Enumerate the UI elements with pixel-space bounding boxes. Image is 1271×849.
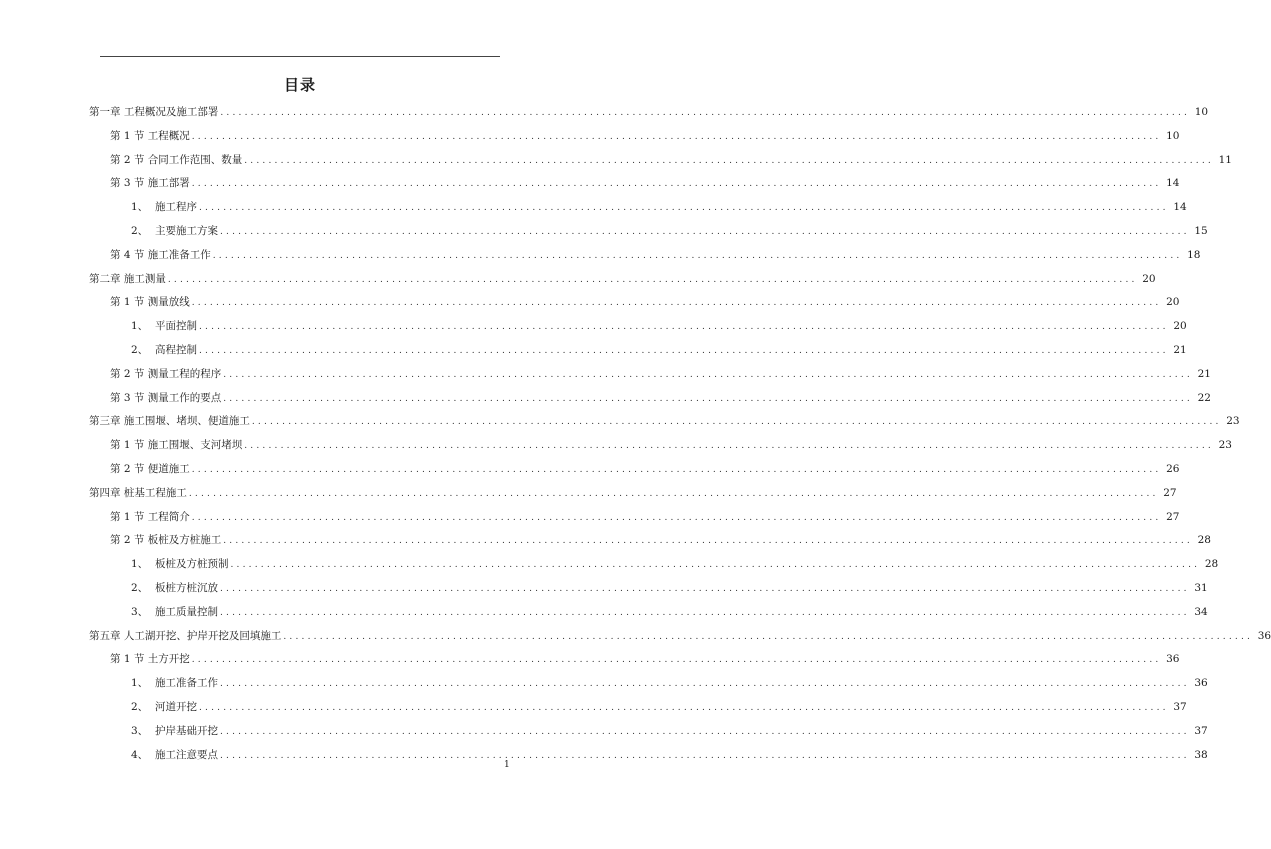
dot-leader: ................................................................................................................................................................ (199, 703, 1169, 713)
toc-page-number: 14 (1173, 201, 1187, 214)
toc-entry[interactable] (131, 342, 1187, 358)
toc-entry-label (131, 604, 220, 620)
toc-entry-label (131, 318, 199, 334)
dot-leader: ................................................................................................................................................................ (220, 607, 1190, 618)
toc-entry-number: 3、 (131, 724, 149, 737)
toc-entry-text: 平面控制 (155, 320, 197, 333)
toc-entry-text: 施工程序 (155, 201, 197, 214)
toc-entry[interactable] (110, 437, 1232, 453)
toc-entry-number: 4、 (131, 748, 149, 761)
toc-entry-number: 3、 (131, 605, 149, 618)
toc-page-number: 27 (1166, 510, 1180, 523)
toc-entry-number: 1、 (131, 201, 149, 214)
toc-entry[interactable] (110, 247, 1201, 263)
toc-entry-number: 1、 (131, 677, 149, 690)
toc-entry[interactable] (89, 271, 1156, 287)
toc-entry-text: 板桩方桩沉放 (155, 582, 218, 594)
toc-entry-text: 板桩及方桩预制 (155, 558, 229, 571)
dot-leader: ................................................................................................................................................................ (199, 322, 1169, 333)
toc-page-number: 38 (1194, 748, 1208, 761)
dot-leader: ................................................................................................................................................................ (223, 393, 1193, 404)
toc-page-number: 31 (1194, 582, 1208, 594)
toc-entry-number: 2、 (131, 582, 149, 594)
toc-page-number: 10 (1194, 106, 1209, 118)
toc-entry-number: 1、 (131, 558, 149, 571)
toc-entry-label: 第 1 节 工程概况 (110, 129, 190, 142)
dot-leader: ................................................................................................................................................................ (220, 726, 1190, 737)
toc-entry[interactable] (89, 413, 1240, 429)
toc-page-number: 20 (1166, 296, 1180, 309)
footer-page-number: 1 (504, 760, 510, 770)
toc-entry[interactable] (89, 104, 1209, 120)
dot-leader: ................................................................................................................................................................ (223, 536, 1193, 547)
toc-page-number: 20 (1173, 320, 1187, 333)
toc-entry-text: 施工注意要点 (155, 748, 218, 761)
toc-entry-number: 2、 (131, 344, 149, 356)
toc-page-number: 14 (1166, 177, 1180, 190)
dot-leader: ................................................................................................................................................................ (220, 750, 1190, 761)
toc-entry[interactable] (110, 294, 1180, 310)
toc-page-number: 34 (1194, 605, 1208, 618)
toc-entry-text: 施工质量控制 (155, 605, 218, 618)
toc-entry-label (131, 199, 199, 215)
toc-entry[interactable] (131, 699, 1187, 715)
toc-entry-label (131, 723, 220, 739)
toc-page-number: 20 (1142, 272, 1156, 285)
toc-entry-label (131, 747, 220, 763)
dot-leader: ................................................................................................................................................................ (191, 655, 1162, 666)
toc-entry-label (131, 580, 220, 596)
dot-leader: ................................................................................................................................................................ (188, 488, 1159, 499)
toc-entry-label (131, 342, 199, 358)
toc-entry[interactable] (131, 580, 1208, 596)
dot-leader: ................................................................................................................................................................ (244, 155, 1214, 166)
dot-leader: ................................................................................................................................................................ (191, 512, 1162, 523)
toc-entry-label: 第二章 施工测量 (89, 272, 166, 285)
toc-entry[interactable] (131, 199, 1187, 215)
toc-page-number: 26 (1166, 463, 1180, 475)
toc-page-number: 15 (1194, 225, 1208, 237)
dot-leader: ................................................................................................................................................................ (191, 298, 1162, 309)
toc-entry-text: 护岸基础开挖 (155, 724, 218, 737)
toc-entry[interactable] (110, 390, 1211, 406)
toc-entry[interactable] (110, 366, 1211, 382)
dot-leader: ................................................................................................................................................................ (212, 250, 1183, 261)
toc-entry-label (131, 675, 220, 691)
dot-leader: ................................................................................................................................................................ (191, 131, 1162, 142)
toc-entry[interactable] (131, 604, 1208, 620)
dot-leader: ................................................................................................................................................................ (223, 369, 1193, 380)
dot-leader: ................................................................................................................................................................ (167, 274, 1138, 285)
toc-entry[interactable] (131, 556, 1219, 572)
toc-entry-text: 主要施工方案 (155, 225, 218, 237)
toc-page-number: 22 (1197, 391, 1211, 404)
dot-leader: ................................................................................................................................................................ (220, 108, 1191, 118)
toc-entry[interactable] (89, 485, 1177, 501)
toc-page-number: 28 (1197, 534, 1211, 547)
toc-entry-label: 第 3 节 施工部署 (110, 177, 190, 190)
toc-page-number: 18 (1187, 248, 1201, 261)
toc-page-number: 36 (1166, 653, 1180, 666)
toc-entry[interactable] (131, 223, 1208, 239)
toc-entry[interactable] (110, 128, 1180, 144)
dot-leader: ................................................................................................................................................................ (220, 584, 1190, 594)
toc-entry[interactable] (110, 152, 1232, 168)
toc-page-number: 11 (1218, 153, 1232, 166)
toc-page-number: 36 (1194, 677, 1208, 690)
toc-page-number: 10 (1166, 129, 1180, 142)
toc-entry-label: 第 2 节 板桩及方桩施工 (110, 534, 222, 547)
dot-leader: ................................................................................................................................................................ (251, 417, 1222, 428)
toc-entry[interactable] (110, 461, 1180, 477)
toc-entry[interactable] (110, 651, 1180, 667)
dot-leader: ................................................................................................................................................................ (283, 631, 1254, 642)
toc-entry[interactable] (110, 175, 1180, 191)
dot-leader: ................................................................................................................................................................ (244, 441, 1214, 452)
toc-entry-label (131, 556, 231, 572)
toc-entry-label: 第 2 节 合同工作范围、数量 (110, 153, 243, 166)
toc-entry[interactable] (110, 509, 1180, 525)
toc-entry-label: 第 1 节 施工围堰、支河堵坝 (110, 439, 243, 452)
dot-leader: ................................................................................................................................................................ (199, 346, 1169, 356)
toc-entry[interactable] (131, 723, 1208, 739)
toc-entry-label (131, 223, 220, 239)
toc-entry-number: 2、 (131, 701, 149, 713)
toc-page-number: 23 (1218, 439, 1232, 452)
toc-entry-label: 第 2 节 便道施工 (110, 463, 190, 475)
toc-entry[interactable] (131, 675, 1208, 691)
toc-entry-label (131, 699, 199, 715)
toc-page-number: 21 (1197, 367, 1211, 380)
dot-leader: ................................................................................................................................................................ (230, 560, 1201, 571)
toc-entry-label: 第四章 桩基工程施工 (89, 486, 187, 499)
toc-entry[interactable] (110, 532, 1211, 548)
toc-entry-label: 第五章 人工湖开挖、护岸开挖及回填施工 (89, 629, 282, 642)
page-title: 目录 (283, 76, 316, 94)
toc-entry-number: 2、 (131, 225, 149, 237)
toc-entry-label: 第一章 工程概况及施工部署 (89, 106, 219, 118)
toc-page-number: 21 (1173, 344, 1187, 356)
toc-entry[interactable] (131, 318, 1187, 334)
toc-entry-label: 第 1 节 工程简介 (110, 510, 190, 523)
toc-entry-text: 施工准备工作 (155, 677, 218, 690)
header-rule (100, 56, 500, 57)
toc-page-number: 36 (1257, 629, 1271, 642)
toc-page-number: 28 (1204, 558, 1219, 571)
toc-entry[interactable] (131, 747, 1208, 763)
toc-page-number: 23 (1226, 415, 1240, 428)
toc-entry-text: 河道开挖 (155, 701, 197, 713)
dot-leader: ................................................................................................................................................................ (220, 679, 1190, 690)
toc-entry[interactable] (89, 628, 1271, 644)
dot-leader: ................................................................................................................................................................ (191, 179, 1162, 190)
toc-entry-label: 第 3 节 测量工作的要点 (110, 391, 222, 404)
toc-entry-text: 高程控制 (155, 344, 197, 356)
dot-leader: ................................................................................................................................................................ (220, 227, 1190, 237)
toc-entry-label: 第 2 节 测量工程的程序 (110, 367, 222, 380)
toc-entry-label: 第 1 节 土方开挖 (110, 653, 190, 666)
toc-page-number: 27 (1163, 486, 1177, 499)
dot-leader: ................................................................................................................................................................ (199, 203, 1169, 214)
dot-leader: ................................................................................................................................................................ (191, 465, 1162, 475)
toc-page-number: 37 (1173, 701, 1187, 713)
toc-page-number: 37 (1194, 724, 1208, 737)
toc-entry-label: 第三章 施工围堰、堵坝、便道施工 (89, 415, 250, 428)
toc-entry-label: 第 4 节 施工准备工作 (110, 248, 211, 261)
toc-entry-label: 第 1 节 测量放线 (110, 296, 190, 309)
toc-entry-number: 1、 (131, 320, 149, 333)
